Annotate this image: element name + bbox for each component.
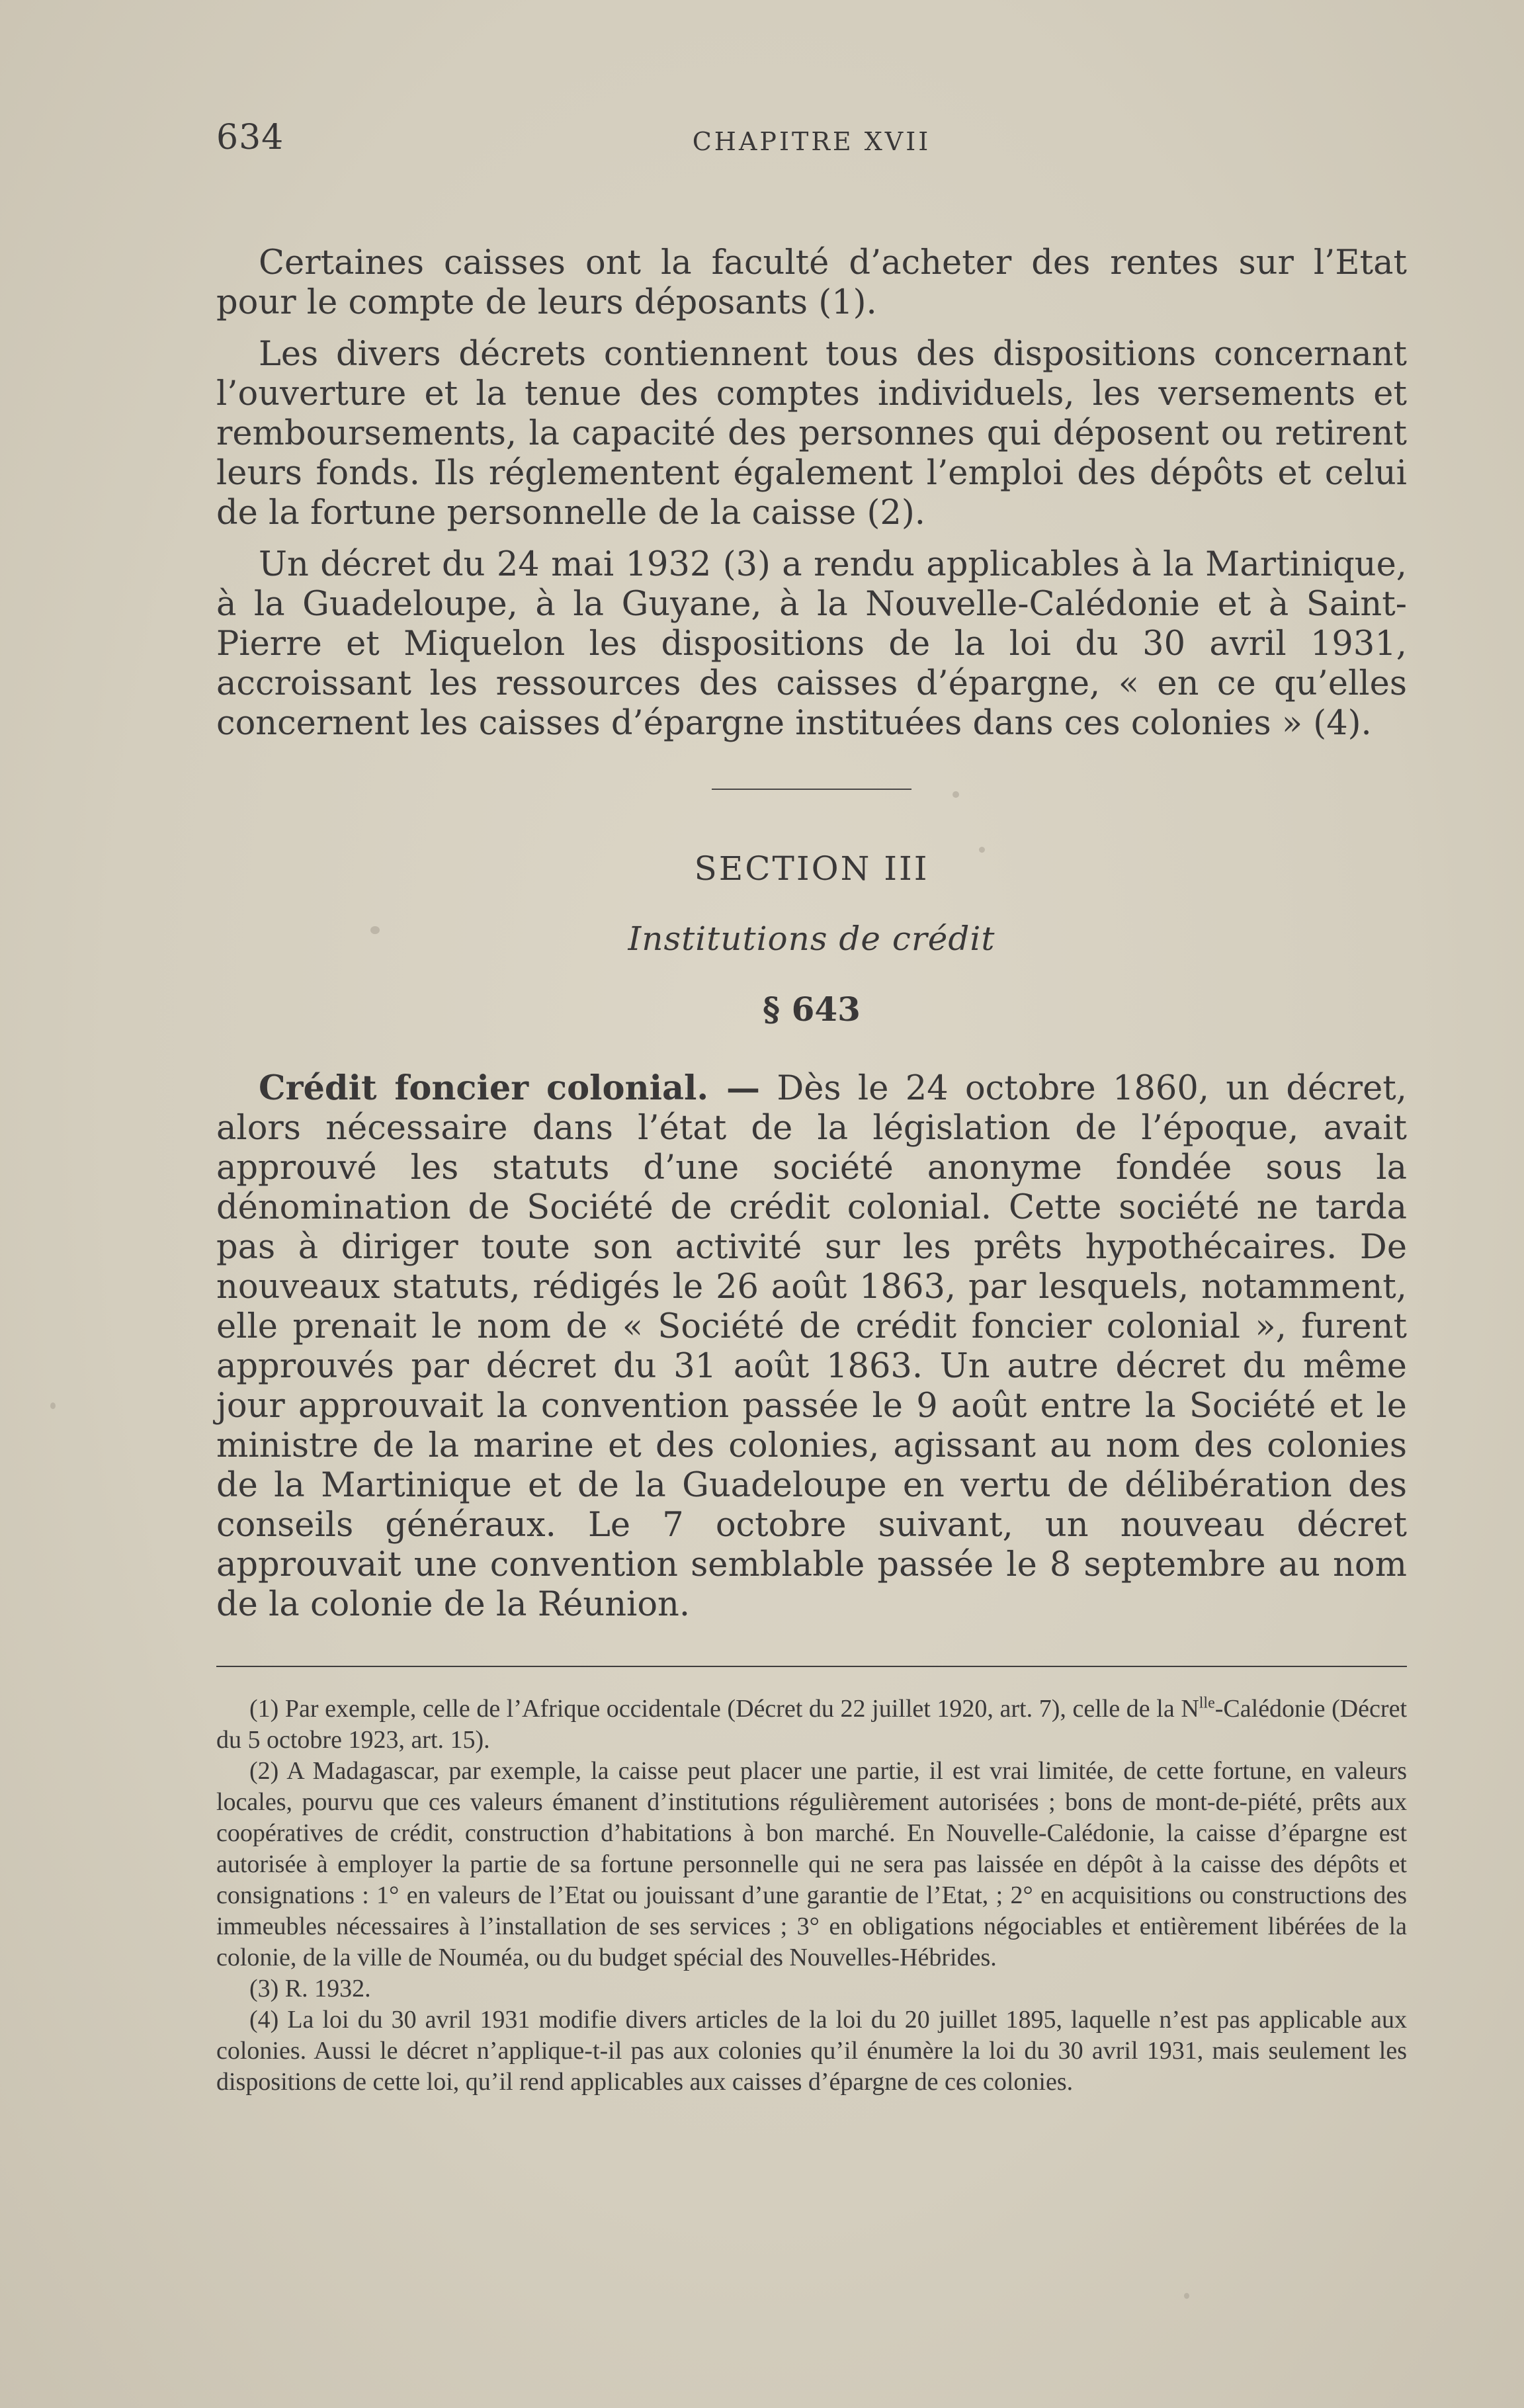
paragraph-number: § 643 — [763, 990, 861, 1029]
section-paragraph-text: Dès le 24 octobre 1860, un décret, alors nécessaire dans l’état de la législation de l’époque, avait approuvé les statuts d’une société anonyme fondée sous la dénomination de Société de crédit colonial. Cette société ne tarda pas à diriger toute son activité sur les prêts hypothécaires. De nouveaux statuts, rédigés le 26 août 1863, par lesquels, notamment, elle prenait le nom de « Société de crédit foncier colonial », furent approuvés par décret du 31 août 1863. Un autre décret du même jour approuvait la convention passée le 9 août entre la Société et le ministre de la marine et des colonies, agissant au nom des colonies de la Martinique et de la Guadeloupe en vertu de délibération des conseils généraux. Le 7 octobre suivant, un nouveau décret approuvait une convention semblable passée le 8 septembre au nom de la colonie de la Réunion. — [216, 1069, 1408, 1624]
chapter-title: CHAPITRE XVII — [692, 127, 931, 156]
section-subtitle: Institutions de crédit — [628, 920, 995, 958]
footnote-2: (2) A Madagascar, par exemple, la caisse peut placer une partie, il est vrai limitée, de cette fortune, en valeurs locales, pourvu que ces valeurs émanent d’institutions régulièrement autorisées ; bons de mont-de-piété, prêts aux coopératives de crédit, construction d’habitations à bon marché. En Nouvelle-Calédonie, la caisse d’épargne est autorisée à employer la partie de sa fortune personnelle qui ne sera pas laissée en dépôt à la caisse des dépôts et consignations : 1° en valeurs de l’Etat ou jouissant d’une garantie de l’Etat, ; 2° en acquisitions ou constructions des immeubles nécessaires à l’installation de ses services ; 3° en obligations négociables et entièrement libérées de la colonie, de la ville de Nouméa, ou du budget spécial des Nouvelles-Hébrides. — [216, 1757, 1407, 1971]
paragraph: Les divers décrets contiennent tous des dispositions concernant l’ouverture et la tenue des comptes individuels, les versements et remboursements, la capacité des personnes qui déposent ou retirent leurs fonds. Ils réglementent également l’emploi des dépôts et celui de la fortune personnelle de la caisse (2). — [216, 335, 1407, 533]
page-number: 634 — [216, 118, 284, 157]
footnote-1 — [216, 1694, 1407, 1756]
section-paragraph — [216, 1068, 1407, 1625]
paragraph: Certaines caisses ont la faculté d’acheter des rentes sur l’Etat pour le compte de leurs déposants (1). — [216, 243, 1407, 322]
running-head — [216, 118, 1407, 171]
run-in-heading: Crédit foncier colonial. — — [259, 1068, 761, 1108]
footnote-1-text: (1) Par exemple, celle de l’Afrique occidentale (Décret du 22 juillet 1920, art. 7), celle de la N — [249, 1695, 1199, 1723]
footnote-1-superscript: lle — [1199, 1694, 1215, 1712]
section-divider — [712, 789, 911, 790]
text-column — [216, 118, 1407, 2098]
paragraph: Un décret du 24 mai 1932 (3) a rendu applicables à la Martinique, à la Guadeloupe, à la Guyane, à la Nouvelle-Calédonie et à Saint-Pierre et Miquelon les dispositions de la loi du 30 avril 1931, accroissant les ressources des caisses d’épargne, « en ce qu’elles concernent les caisses d’épargne instituées dans ces colonies » (4). — [216, 545, 1407, 743]
section-heading: SECTION III — [694, 849, 929, 888]
footnote-3: (3) R. 1932. — [249, 1975, 371, 2002]
footnote-4: (4) La loi du 30 avril 1931 modifie divers articles de la loi du 20 juillet 1895, laquelle n’est pas applicable aux colonies. Aussi le décret n’applique-t-il pas aux colonies qu’il énumère la loi du 30 avril 1931, mais seulement les dispositions de cette loi, qu’il rend applicables aux caisses d’épargne de ces colonies. — [216, 2006, 1407, 2096]
footnote-1-text-end: -Calédonie (Décret du 5 octobre 1923, art. 15). — [216, 1695, 1407, 1754]
body-text — [216, 243, 1407, 1625]
paper-speck — [50, 1402, 56, 1409]
footnotes — [216, 1694, 1407, 2098]
paper-speck — [1184, 2293, 1189, 2299]
footnote-divider — [216, 1666, 1407, 1667]
